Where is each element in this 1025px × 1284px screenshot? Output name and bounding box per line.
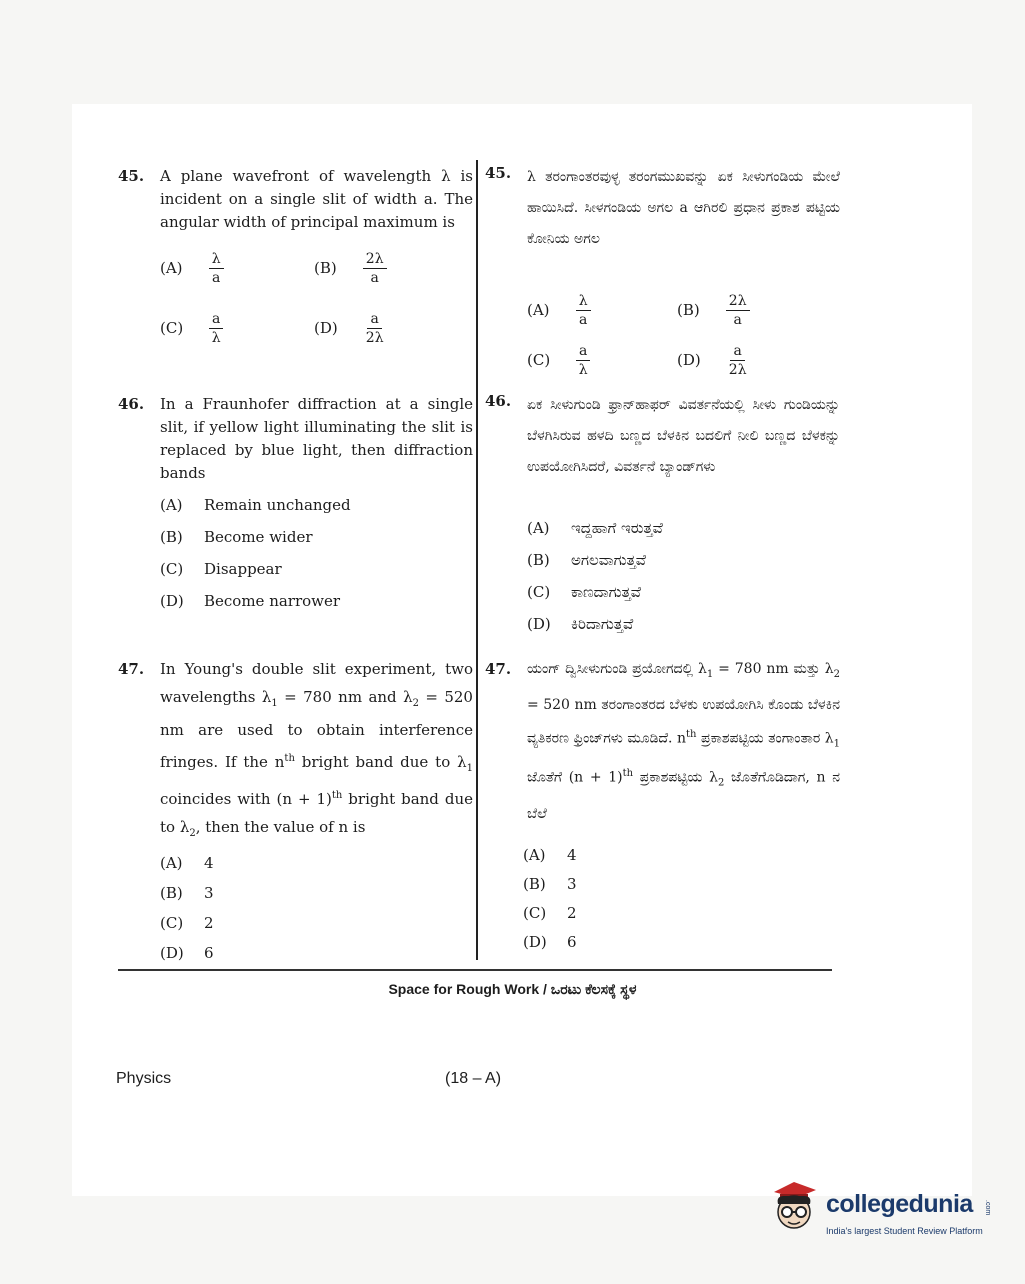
fraction: $\frac{a}{2\lambda}$ [728,343,747,378]
option-a[interactable]: (A) ಇದ್ದಹಾಗೆ ಇರುತ್ತವೆ [527,519,663,537]
option-c[interactable]: (C) $\frac{a}{\lambda}$ [527,342,591,379]
question-45 [118,165,473,234]
logo-wordmark: collegedunia [826,1190,973,1218]
fraction: $\frac{\lambda}{a}$ [576,292,591,329]
question-47 [118,656,473,847]
footer-page-number: (18 – A) [445,1070,502,1087]
question-45-kn [485,162,840,255]
question-text: λ ತರಂಗಾಂತರವುಳ್ಳ ತರಂಗಮುಖವನ್ನು ಏಕ ಸೀಳುಗಂಡಿಯ ಮೇಲೆ ಹಾಯಿಸಿದೆ. ಸೀಳಗಂಡಿಯ ಅಗಲ a ಆಗಿರಲಿ ಪ್ರಧಾನ ಪ್ರಕಾಶ ಪಟ್ಟಿಯ ಕೋನಿಯ ಅಗಲ [527,169,840,247]
question-text: A plane wavefront of wavelength λ is incident on a single slit of width a. The angular width of principal maximum is [160,167,473,231]
option-b[interactable]: (B) $\frac{2\lambda}{a}$ [677,292,750,329]
question-46 [118,393,473,485]
option-a[interactable]: (A) Remain unchanged [160,496,351,514]
question-text: ಯಂಗ್ ದ್ವಿಸೀಳುಗುಂಡಿ ಪ್ರಯೋಗದಲ್ಲಿ $\lambda_1 = 780$ nm ಮತ್ತು $\lambda_2 = 520$ nm ತರಂಗಾಂತರದ ಬೆಳಕು ಉಪಯೋಗಿಸಿ ಕೊಂಡು ಬೆಳಕಿನ ವ್ಯತಿಕರಣ ಫ್ರಿಂಜ್‌ಗಳು ಮೂಡಿದೆ. $n^{th}$ ಪ್ರಕಾಶಪಟ್ಟಿಯ ತಂಗಾಂತಾರ $\lambda_1$ ಜೊತೆಗೆ $(n + 1)^{th}$ ಪ್ರಕಾಶಪಟ್ಟಿಯ $\lambda_2$ ಜೊತೆಗೊಡಿದಾಗ, n ನ ಬೆಲೆ [527,661,841,822]
option-a[interactable]: (A) 4 [523,846,577,864]
mascot-icon [768,1176,824,1242]
question-number: 47. [485,660,512,678]
option-c[interactable]: (C) ಕಾಣದಾಗುತ್ತವೆ [527,583,642,601]
logo-suffix: .com [984,1200,991,1216]
option-b[interactable]: (B) Become wider [160,528,313,546]
option-d[interactable]: (D) 6 [160,944,214,962]
question-text: In a Fraunhofer diffraction at a single slit, if yellow light illuminating the slit is replaced by blue light, then diffraction bands [160,395,473,482]
question-number: 46. [485,392,512,410]
option-d[interactable]: (D) $\frac{a}{2\lambda}$ [677,342,750,379]
option-c[interactable]: (C) $\frac{a}{\lambda}$ [160,310,224,347]
fraction: $\frac{a}{2\lambda}$ [365,311,384,346]
option-b[interactable]: (B) $\frac{2\lambda}{a}$ [314,250,387,287]
collegedunia-logo [768,1176,998,1246]
option-b[interactable]: (B) 3 [523,875,577,893]
option-d[interactable]: (D) 6 [523,933,577,951]
option-c[interactable]: (C) Disappear [160,560,282,578]
question-number: 45. [485,164,512,182]
column-divider [476,160,478,960]
question-46-kn [485,390,840,483]
option-b[interactable]: (B) ಅಗಲವಾಗುತ್ತವೆ [527,551,646,569]
fraction: $\frac{a}{\lambda}$ [209,310,224,347]
option-c[interactable]: (C) 2 [160,914,214,932]
option-c[interactable]: (C) 2 [523,904,577,922]
rough-work-label: Space for Rough Work / ಒರಟು ಕೆಲಸಕ್ಕೆ ಸ್ಥಳ [388,981,637,997]
option-b[interactable]: (B) 3 [160,884,214,902]
question-number: 45. [118,167,145,185]
fraction: $\frac{2\lambda}{a}$ [726,292,750,329]
logo-tagline: India's largest Student Review Platform [826,1226,983,1236]
question-47-kn [485,654,840,829]
fraction: $\frac{\lambda}{a}$ [209,250,224,287]
option-d[interactable]: (D) Become narrower [160,592,341,610]
question-number: 47. [118,660,145,678]
question-number: 46. [118,395,145,413]
option-a[interactable]: (A) $\frac{\lambda}{a}$ [527,292,591,329]
footer-subject: Physics [116,1070,172,1087]
fraction: $\frac{a}{\lambda}$ [576,342,591,379]
rough-work-divider [118,969,832,971]
fraction: $\frac{2\lambda}{a}$ [363,250,387,287]
option-d[interactable]: (D) ಕಿರಿದಾಗುತ್ತವೆ [527,615,634,633]
question-text: ಏಕ ಸೀಳುಗುಂಡಿ ಫ್ರಾನ್‌ಹಾಫರ್ ವಿವರ್ತನೆಯಲ್ಲಿ ಸೀಳು ಗುಂಡಿಯನ್ನು ಬೆಳಗಿಸಿರುವ ಹಳದಿ ಬಣ್ಣದ ಬೆಳಕಿನ ಬದಲಿಗೆ ನೀಲಿ ಬಣ್ಣದ ಬೆಳಕನ್ನು ಉಪಯೋಗಿಸಿದರೆ, ವಿವರ್ತನೆ ಬ್ಯಾಂಡ್‌ಗಳು [527,397,840,475]
question-text: In Young's double slit experiment, two wavelengths $\lambda_1 = 780$ nm and $\lambda_2 = 520$ nm are used to obtain interference fringes. If the $n^{th}$ bright band due to $\lambda_1$ coincides with $(n + 1)^{th}$ bright band due to $\lambda_2$, then the value of n is [160,660,474,839]
option-a[interactable]: (A) $\frac{\lambda}{a}$ [160,250,224,287]
option-d[interactable]: (D) $\frac{a}{2\lambda}$ [314,310,387,347]
option-a[interactable]: (A) 4 [160,854,214,872]
